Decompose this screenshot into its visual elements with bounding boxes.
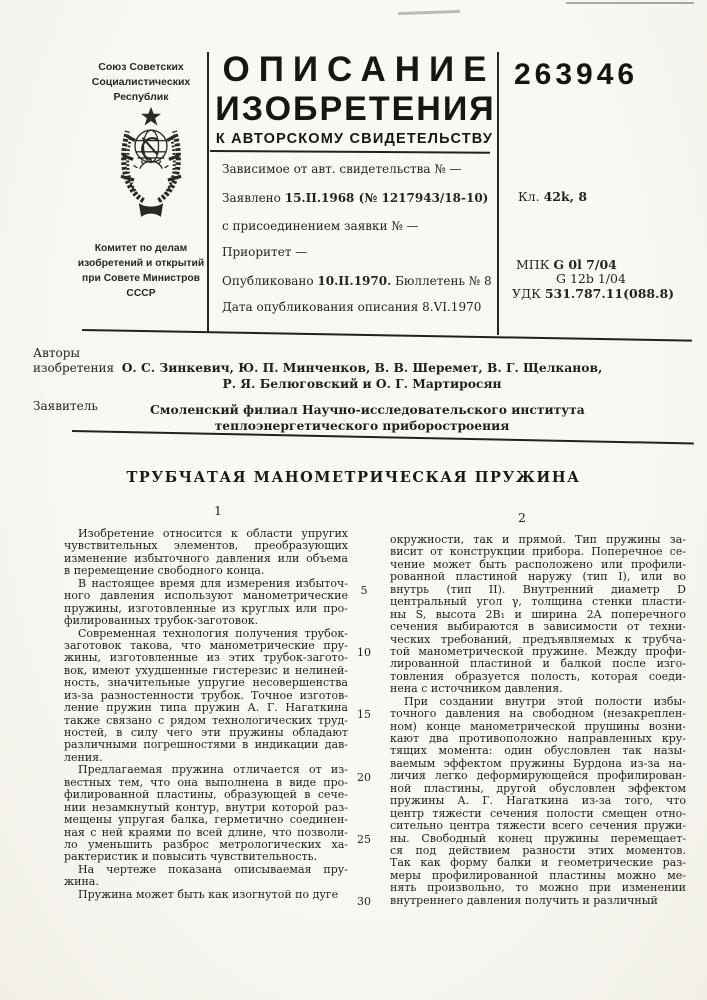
class-kl [518,189,587,204]
body-text-line: личия легко деформирующейся профилирован- [390,769,686,783]
body-text-line: ло уменьшить разброс метрологических ха- [64,837,348,851]
ussr-coat-of-arms-icon [104,106,198,228]
subtitle-underline [210,150,490,154]
bibliographic-segment: Опубликовано [222,274,318,288]
text-line: изобретений и открытий [77,258,205,269]
body-text-line: ления. [64,750,103,764]
body-text-line: жина. [64,875,99,889]
body-text-line: чувствительных элементов, преобразующих [64,539,348,553]
body-text-line: вестных тем, что она выполнена в виде про- [64,775,348,789]
class-udk-label: УДК [512,286,545,301]
body-text-line: жины, изготовленные из этих трубок-загото- [64,651,348,665]
body-text-line: ление пружин типа пружин А. Г. Нагаткина [64,701,348,715]
body-text-line: Изобретение относится к области упругих [78,527,348,540]
body-left-column [64,528,348,901]
invention-title: ТРУБЧАТАЯ МАНОМЕТРИЧЕСКАЯ ПРУЖИНА [126,469,581,486]
body-text-line: ваемым эффектом пружины Бурдона из-за на- [390,756,686,770]
doc-subtitle: К АВТОРСКОМУ СВИДЕТЕЛЬСТВУ [215,131,494,147]
body-text-line: На чертеже показана описываемая пру- [78,862,348,876]
bibliographic-line [222,300,481,314]
body-right-column [390,534,686,907]
body-text-line: той манометрической пружине. Между профи- [390,644,686,658]
text-line: СССР [126,288,156,299]
body-text-line: В настоящее время для измерения избыточ- [78,576,348,590]
committee-lines [68,241,214,301]
class-udk [512,286,674,301]
body-text-line: При создании внутри этой полости избы- [404,694,686,708]
body-text-line: кают два противоположно направленных кру- [390,732,686,745]
body-text-line: ном) конце манометрической прушины возни- [390,719,686,733]
body-text-line: товления образуется полость, которая соеди- [390,669,686,683]
body-text-line: также связано с рядом технологических труд- [64,713,348,727]
body-text-line: ностей, в силу чего эти пружины обладают [64,726,348,739]
bibliographic-segment: Бюллетень № 8 [391,274,492,288]
class-mpk [516,257,617,272]
body-text-line: Предлагаемая пружина отличается от из- [78,763,348,777]
body-text-line: пружины, изготовленные из круглых или про- [64,601,348,615]
class-mpk-value: G 0l 7/04 [553,257,617,272]
body-text-line: пружины А. Г. Нагаткина из-за того, что [390,794,686,808]
header-separator-rule [82,329,692,342]
union-lines [73,60,209,105]
bibliographic-line [222,219,419,233]
applicant-line2: теплоэнергетического приборостроения [214,418,510,433]
body-text-line: окружности, так и прямой. Тип пружины за- [390,533,686,546]
body-text-line: мещены упругая балка, герметично соединен- [64,813,348,827]
body-text-line: в перемещение свободного конца. [64,564,265,578]
authors-names-line2: Р. Я. Белюговский и О. Г. Мартиросян [222,376,502,391]
body-text-line: ной пластины, другой обусловлен эффектом [390,781,686,795]
body-text-line: филированной пластины, образующей в сече- [64,788,348,802]
line-number: 15 [357,708,371,722]
bibliographic-segment: Зависимое от авт. свидетельства № — [222,162,462,176]
bibliographic-line [222,245,307,259]
body-text-line: внутреннего давления получить и различный [390,893,658,907]
bibliographic-segment: Приоритет — [222,245,308,259]
authors-names-line1: О. С. Зинкевич, Ю. П. Минченков, В. В. Шеремет, В. Г. Щелканов, [121,360,603,375]
scan-artifact-smudge [398,10,460,15]
class-udk-value: 531.787.11(088.8) [544,286,675,301]
body-text-line: филированных трубок-заготовок. [64,614,259,628]
body-text-line: центр тяжести сечения полости смещен отно- [390,806,686,820]
body-text-line: из-за разностенности трубок. Точное изготов- [64,688,348,702]
body-text-line: меры профилированной пластины можно ме- [390,868,686,882]
body-text-line: ны S, высота 2B₁ и ширина 2A поперечного [390,607,686,621]
body-text-line: ся под действием разности этих моментов. [390,843,686,857]
column-marker-1: 1 [214,503,222,518]
text-line: Республик [113,91,169,103]
body-text-line: сительно центра тяжести всего сечения пружи- [390,819,686,833]
body-text-line: ного давления используют манометрические [64,589,348,603]
bibliographic-line [222,274,492,288]
body-text-line: изменение избыточного давления или объема [64,551,348,565]
body-text-line: центральный угол γ, толщина стенки пласти- [390,595,686,609]
bibliographic-segment: Заявлено [222,191,285,205]
body-text-line: нена с источником давления. [390,682,563,696]
applicant-line1: Смоленский филиал Научно-исследовательского института [150,402,585,417]
scan-artifact-dash [566,2,694,4]
bibliographic-segment: Дата опубликования описания 8.VI.1970 [222,300,482,314]
line-number: 20 [357,770,371,784]
body-text-line: ны. Свободный конец пружины перемещает- [390,831,686,845]
body-text-line: висит от конструкции прибора. Поперечное се- [390,545,686,559]
body-text-line: рованной пластиной наружу (тип I), или во [390,570,686,584]
bibliographic-line [222,162,462,176]
body-text-line: ная с ней краями по всей длине, что позволи- [64,825,348,839]
doc-type-line2: ИЗОБРЕТЕНИЯ [215,90,496,128]
applicant-label: Заявитель [33,399,98,413]
bibliographic-line [222,191,488,205]
line-number: 30 [357,895,371,909]
text-line: Комитет по делам [94,243,188,254]
body-text-line: Современная технология получения трубок- [78,626,348,640]
bibliographic-segment: 15.II.1968 (№ 1217943/18-10) [284,191,489,205]
class-kl-label: Кл. [518,189,544,204]
body-text-line: различными погрешностями в индикации дав- [64,738,348,752]
vertical-divider-left [207,52,209,333]
body-text-line: тящих момента: один обусловлен так назы- [390,744,686,758]
body-text-line: точного давления на свободном (незакреплен- [390,707,686,721]
body-text-line: нять произвольно, то можно при изменении [390,881,686,895]
body-text-line: внутрь (тип II). Внутренний диаметр D [390,582,686,596]
body-text-line: Пружина может быть как изогнутой по дуге [78,887,339,901]
text-line: при Совете Министров [82,273,200,284]
doc-type-line1: ОПИСАНИЕ [222,50,496,89]
bibliographic-segment: с присоединением заявки № — [222,219,419,233]
column-marker-2: 2 [518,510,526,525]
body-text-line: нии незамкнутый контур, внутри которой раз- [64,800,348,814]
class-mpk-value2: G 12b 1/04 [556,271,626,286]
class-kl-value: 42k, 8 [543,189,588,204]
authors-label-line2: изобретения [33,361,115,375]
vertical-divider-right [497,52,499,335]
text-line: Социалистических [91,76,191,88]
class-mpk-label: МПК [516,257,554,272]
line-number: 10 [357,646,371,660]
line-number: 5 [360,583,368,597]
body-text-line: ческих требований, предъявляемых к трубча- [390,632,686,646]
body-text-line: чение может быть расположено или профили- [390,557,686,571]
body-text-line: сечения выбираются в зависимости от техни- [390,620,686,634]
body-text-line: заготовок такова, что манометрические пру- [64,638,348,652]
body-text-line: лированной пластиной и балкой после изго- [390,657,686,671]
bibliographic-segment: 10.II.1970. [317,274,392,288]
body-text-line: Так как форму балки и геометрические раз- [390,856,686,870]
patent-number: 263946 [514,58,639,91]
body-text-line: ность, значительные упругие несовершенства [64,676,348,690]
body-text-line: рактеристик и повысить чувствительность. [64,850,318,864]
line-number: 25 [357,832,371,846]
text-line: Союз Советских [98,61,184,73]
authors-label-line1: Авторы [33,346,80,360]
body-text-line: вок, имеют ухудшенные гистерезис и нелиней- [64,663,348,677]
